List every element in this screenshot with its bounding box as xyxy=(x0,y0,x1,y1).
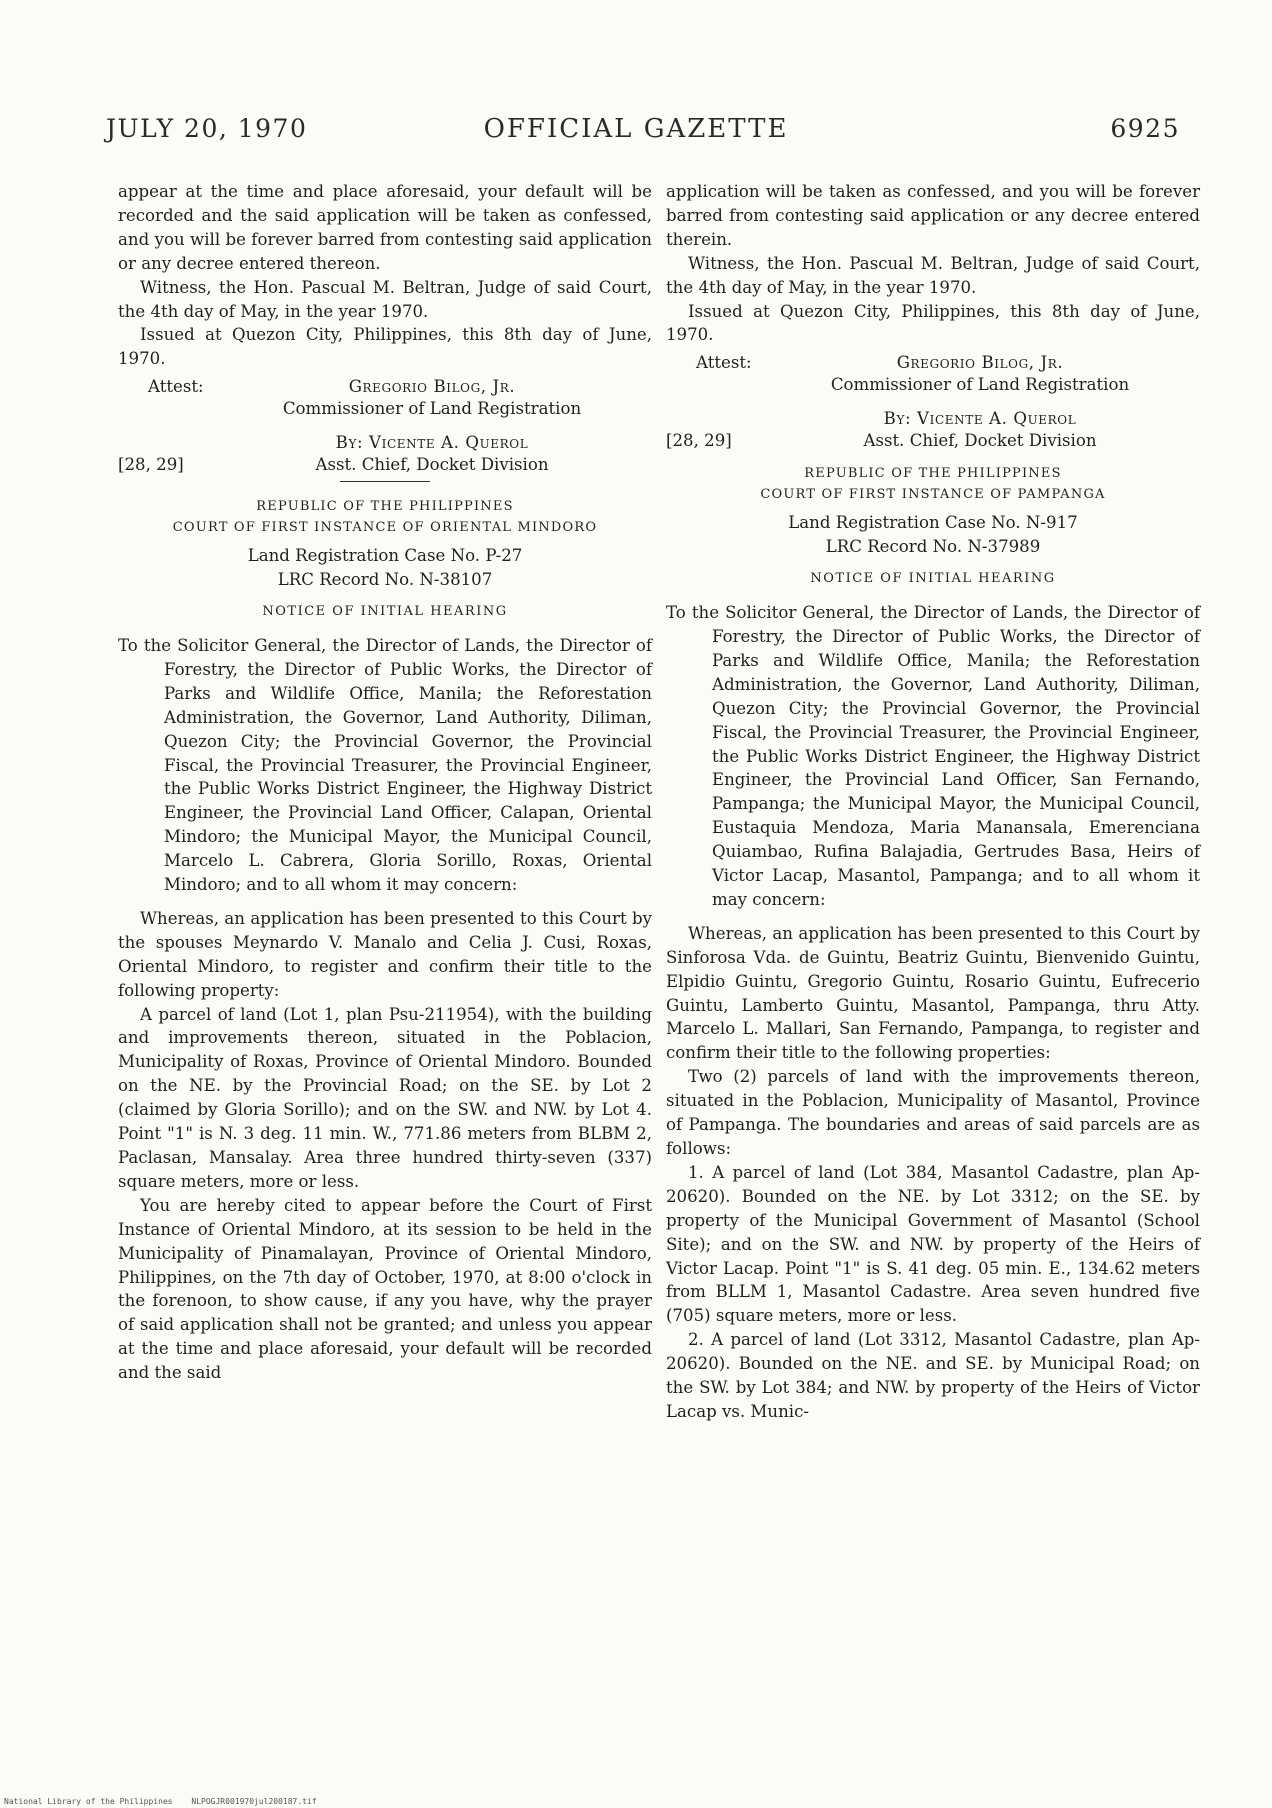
witness-paragraph: Witness, the Hon. Pascual M. Beltran, Judge of said Court, the 4th day of May, in the year 1970. xyxy=(118,277,652,321)
commissioner-name: Gregorio Bilog, Jr. xyxy=(896,353,1064,373)
notice-title: NOTICE OF INITIAL HEARING xyxy=(810,571,1056,587)
parcel-1-description: 1. A parcel of land (Lot 384, Masantol Cadastre, plan Ap-20620). Bounded on the NE. by Lot 3312; on the SE. by property of the Municipal Government of Masantol (School Site); and on the SW. and NW. by property of the Heirs of Victor Lacap. Point "1" is S. 41 deg. 05 min. E., 134.62 meters from BLLM 1, Masantol Cadastre. Area seven hundred five (705) square meters, more or less. xyxy=(666,1162,1200,1326)
whereas-paragraph: Whereas, an application has been presented to this Court by Sinforosa Vda. de Guintu, Beatriz Guintu, Bienvenido Guintu, Elpidio Guintu, Gregorio Guintu, Rosario Guintu, Eufrecerio Guintu, Lamberto Guintu, Masantol, Pampanga, thru Atty. Marcelo L. Mallari, San Fernando, Pampanga, to register and confirm their title to the following properties: xyxy=(666,923,1200,1063)
issue-date: JULY 20, 1970 xyxy=(106,114,308,143)
issued-paragraph: Issued at Quezon City, Philippines, this 8th day of June, 1970. xyxy=(666,301,1200,345)
case-number: Land Registration Case No. N-917 xyxy=(788,513,1078,533)
republic-heading: REPUBLIC OF THE PHILIPPINES xyxy=(256,499,514,515)
commissioner-title: Commissioner of Land Registration xyxy=(830,375,1130,395)
court-heading: COURT OF FIRST INSTANCE OF PAMPANGA xyxy=(760,487,1106,503)
deputy-name: By: Vicente A. Querol xyxy=(883,409,1077,429)
two-parcels-paragraph: Two (2) parcels of land with the improvements thereon, situated in the Poblacion, Municipality of Masantol, Province of Pampanga. The boundaries and areas of said parcels are as follows: xyxy=(666,1067,1200,1158)
right-column xyxy=(666,180,1200,1424)
attest-label: Attest: xyxy=(148,377,204,397)
section-divider xyxy=(340,481,430,482)
whereas-paragraph: Whereas, an application has been presented to this Court by the spouses Meynardo V. Manalo and Celia J. Cusi, Roxas, Oriental Mindoro, to register and confirm their title to the following property: xyxy=(118,908,652,1000)
scan-footer xyxy=(4,1797,331,1806)
deputy-name: By: Vicente A. Querol xyxy=(335,433,529,453)
addressees: To the Solicitor General, the Director of Lands, the Director of Forestry, the Director of Public Works, the Director of Parks and Wildlife Office, Manila; the Reforestation Administration, the Governor, Land Authority, Diliman, Quezon City; the Provincial Governor, the Provincial Fiscal, the Provincial Treasurer, the Provincial Engineer, the Public Works District Engineer, the Highway District Engineer, the Provincial Land Officer, Calapan, Oriental Mindoro; the Municipal Mayor, the Municipal Council, Marcelo L. Cabrera, Gloria Sorillo, Roxas, Oriental Mindoro; and to all whom it may concern: xyxy=(118,635,652,895)
continued-paragraph: application will be taken as confessed, and you will be forever barred from contesting said application or any decree entered therein. xyxy=(666,182,1200,249)
issue-reference: [28, 29] xyxy=(666,431,732,451)
gazette-title: OFFICIAL GAZETTE xyxy=(483,114,789,144)
issued-paragraph: Issued at Quezon City, Philippines, this 8th day of June, 1970. xyxy=(118,325,652,369)
record-number: LRC Record No. N-38107 xyxy=(277,570,493,590)
parcel-2-description: 2. A parcel of land (Lot 3312, Masantol Cadastre, plan Ap-20620). Bounded on the NE. and SE. by Municipal Road; on the SW. by Lot 384; and NW. by property of the Heirs of Victor Lacap vs. Munic- xyxy=(666,1330,1200,1421)
case-number: Land Registration Case No. P-27 xyxy=(247,546,523,566)
deputy-title: Asst. Chief, Docket Division xyxy=(863,431,1097,451)
left-column xyxy=(118,180,652,1385)
deputy-title: Asst. Chief, Docket Division xyxy=(315,455,549,475)
attestation-block xyxy=(118,375,652,475)
parcel-description: A parcel of land (Lot 1, plan Psu-211954), with the building and improvements thereon, situated in the Poblacion, Municipality of Roxas, Province of Oriental Mindoro. Bounded on the NE. by the Provincial Road; on the SE. by Lot 2 (claimed by Gloria Sorillo); and on the SW. and NW. by Lot 4. Point "1" is N. 3 deg. 11 min. W., 771.86 meters from BLBM 2, Paclasan, Mansalay. Area three hundred thirty-seven (337) square meters, more or less. xyxy=(118,1004,652,1191)
record-number: LRC Record No. N-37989 xyxy=(825,537,1041,557)
notice-title: NOTICE OF INITIAL HEARING xyxy=(262,604,508,620)
library-credit: National Library of the Philippines xyxy=(4,1797,173,1806)
court-heading: COURT OF FIRST INSTANCE OF ORIENTAL MINDORO xyxy=(172,520,598,536)
attest-label: Attest: xyxy=(696,353,752,373)
commissioner-title: Commissioner of Land Registration xyxy=(282,399,582,419)
witness-paragraph: Witness, the Hon. Pascual M. Beltran, Judge of said Court, the 4th day of May, in the year 1970. xyxy=(666,253,1200,297)
issue-reference: [28, 29] xyxy=(118,455,184,475)
continued-paragraph: appear at the time and place aforesaid, your default will be recorded and the said application will be taken as confessed, and you will be forever barred from contesting said application or any decree entered thereon. xyxy=(118,182,652,273)
attestation-block xyxy=(666,351,1200,451)
addressees: To the Solicitor General, the Director of Lands, the Director of Forestry, the Director of Public Works, the Director of Parks and Wildlife Office, Manila; the Reforestation Administration, the Governor, Land Authority, Diliman, Quezon City; the Provincial Governor, the Provincial Fiscal, the Provincial Treasurer, the Provincial Engineer, the Public Works District Engineer, the Highway District Engineer, the Provincial Land Officer, San Fernando, Pampanga; the Municipal Mayor, the Municipal Council, Eustaquia Mendoza, Maria Manansala, Emerenciana Quiambao, Rufina Balajadia, Gertrudes Basa, Heirs of Victor Lacap, Masantol, Pampanga; and to all whom it may concern: xyxy=(666,603,1200,909)
citation-paragraph: You are hereby cited to appear before the Court of First Instance of Oriental Mindoro, at its session to be held in the Municipality of Pinamalayan, Province of Oriental Mindoro, Philippines, on the 7th day of October, 1970, at 8:00 o'clock in the forenoon, to show cause, if any you have, why the prayer of said application shall not be granted; and unless you appear at the time and place aforesaid, your default will be recorded and the said xyxy=(118,1195,652,1383)
page-number: 6925 xyxy=(1110,114,1180,143)
scan-filename: NLPOGJR001970jul200187.tif xyxy=(191,1797,317,1806)
commissioner-name: Gregorio Bilog, Jr. xyxy=(348,377,516,397)
republic-heading: REPUBLIC OF THE PHILIPPINES xyxy=(804,466,1062,482)
